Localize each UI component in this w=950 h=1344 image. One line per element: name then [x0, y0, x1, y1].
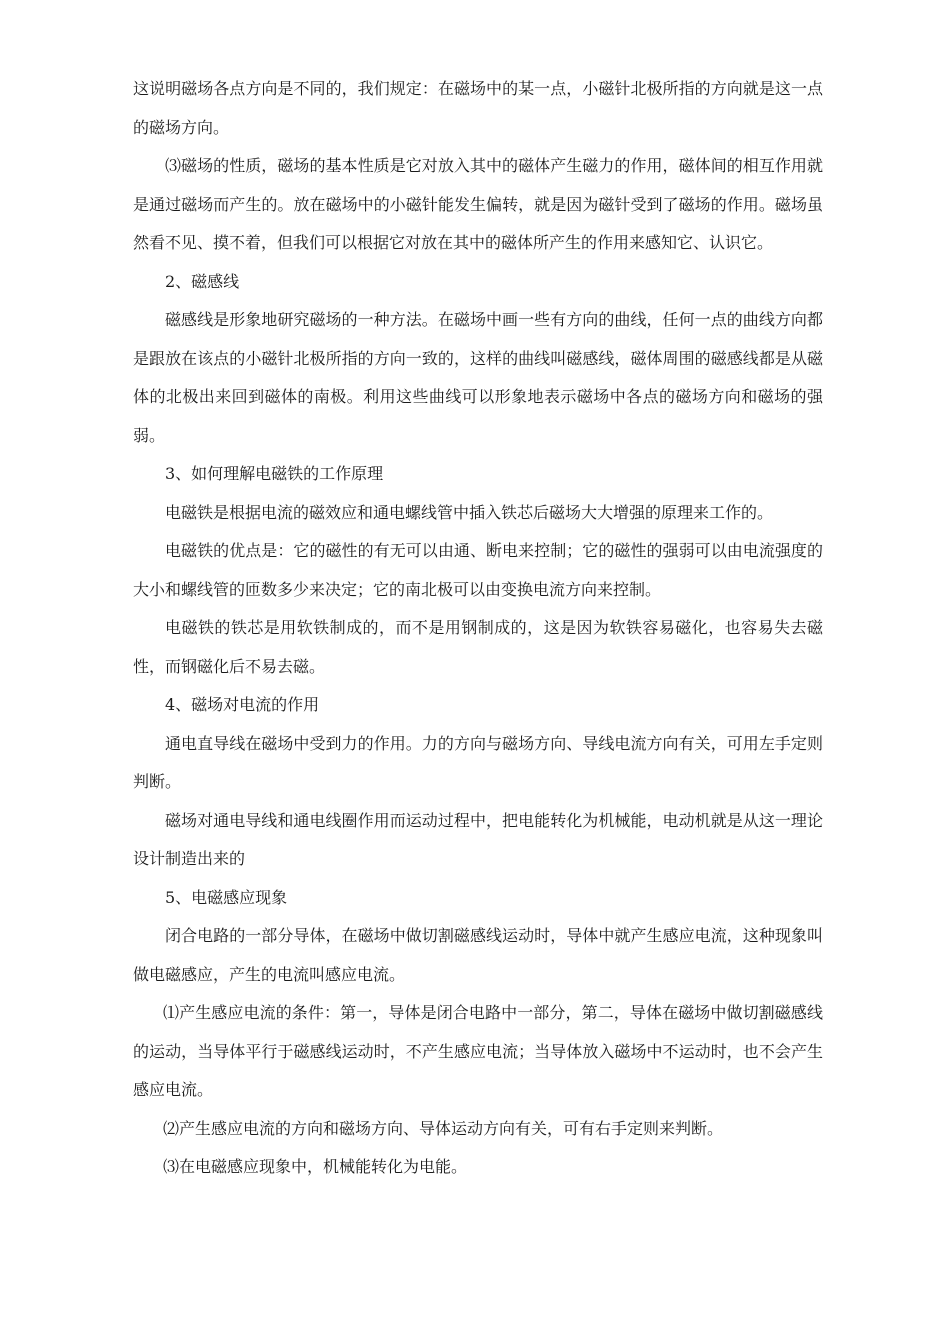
section-heading-electromagnet-principle: 3、如何理解电磁铁的工作原理 — [165, 464, 384, 483]
paragraph-energy-conversion: ⑶在电磁感应现象中，机械能转化为电能。 — [163, 1157, 468, 1176]
section-heading-electromagnetic-induction: 5、电磁感应现象 — [165, 887, 288, 907]
paragraph-induction-definition: 闭合电路的一部分导体，在磁场中做切割磁感线运动时，导体中就产生感应电流，这种现象叫做电磁感应，产生的电流叫感应电流。 — [133, 926, 823, 984]
section-heading-magnetic-induction-lines: 2、磁感线 — [165, 271, 240, 291]
paragraph-electromagnet-principle: 电磁铁是根据电流的磁效应和通电螺线管中插入铁芯后磁场大大增强的原理来工作的。 — [165, 502, 774, 522]
paragraph-induction-direction: ⑵产生感应电流的方向和磁场方向、导体运动方向有关，可有右手定则来判断。 — [163, 1118, 724, 1138]
paragraph-force-on-wire: 通电直导线在磁场中受到力的作用。力的方向与磁场方向、导线电流方向有关，可用左手定则判断。 — [133, 733, 823, 791]
paragraph-electromagnet-advantages: 电磁铁的优点是：它的磁性的有无可以由通、断电来控制；它的磁性的强弱可以由电流强度的大小和螺线管的匝数多少来决定；它的南北极可以由变换电流方向来控制。 — [133, 541, 823, 599]
document-body — [133, 70, 823, 1187]
paragraph-electromagnet-core: 电磁铁的铁芯是用软铁制成的，而不是用钢制成的，这是因为软铁容易磁化，也容易失去磁性，而钢磁化后不易去磁。 — [133, 618, 823, 676]
paragraph-direction-definition: 这说明磁场各点方向是不同的，我们规定：在磁场中的某一点，小磁针北极所指的方向就是这一点的磁场方向。 — [133, 79, 823, 137]
paragraph-induction-conditions: ⑴产生感应电流的条件：第一，导体是闭合电路中一部分，第二，导体在磁场中做切割磁感线的运动，当导体平行于磁感线运动时，不产生感应电流；当导体放入磁场中不运动时，也不会产生感应电流。 — [133, 1003, 823, 1099]
section-heading-field-on-current: 4、磁场对电流的作用 — [165, 695, 320, 714]
paragraph-magnetic-field-property: ⑶磁场的性质，磁场的基本性质是它对放入其中的磁体产生磁力的作用，磁体间的相互作用就是通过磁场而产生的。放在磁场中的小磁针能发生偏转，就是因为磁针受到了磁场的作用。磁场虽然看不见、摸不着，但我们可以根据它对放在其中的磁体所产生的作用来感知它、认识它。 — [133, 156, 823, 252]
paragraph-electric-motor: 磁场对通电导线和通电线圈作用而运动过程中，把电能转化为机械能，电动机就是从这一理论设计制造出来的 — [133, 810, 823, 868]
paragraph-magnetic-induction-lines: 磁感线是形象地研究磁场的一种方法。在磁场中画一些有方向的曲线，任何一点的曲线方向都是跟放在该点的小磁针北极所指的方向一致的，这样的曲线叫磁感线，磁体周围的磁感线都是从磁体的北极出来回到磁体的南极。利用这些曲线可以形象地表示磁场中各点的磁场方向和磁场的强弱。 — [133, 310, 823, 445]
